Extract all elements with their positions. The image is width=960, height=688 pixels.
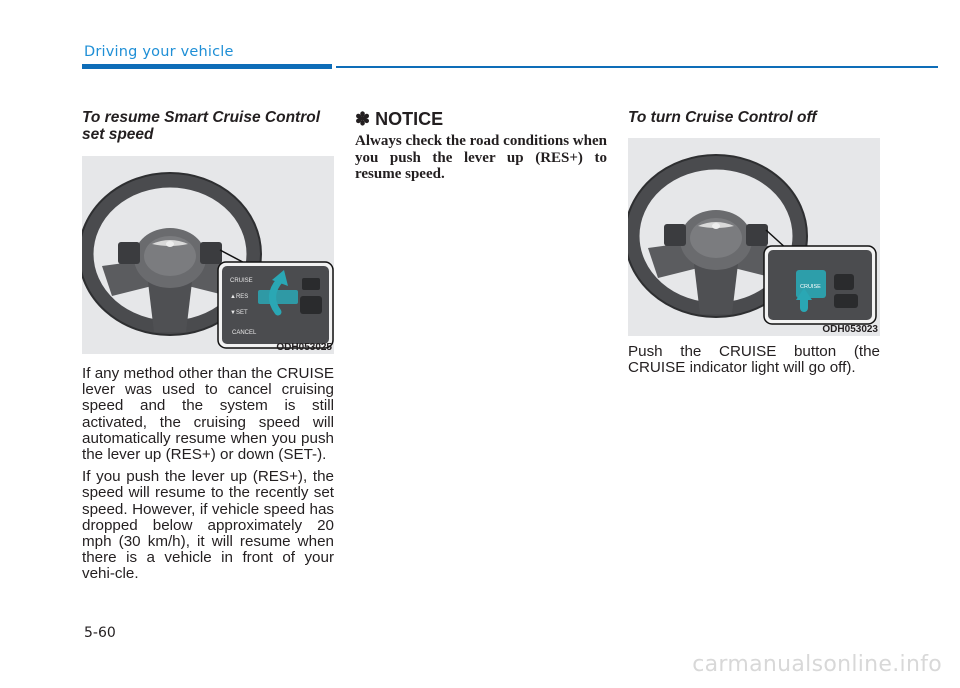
figure-cruise-off xyxy=(628,138,880,336)
set-label: ▼SET xyxy=(230,310,248,316)
resume-heading: To resume Smart Cruise Control set speed xyxy=(82,109,321,143)
res-label: ▲RES xyxy=(230,294,249,300)
watermark: carmanualsonline.info xyxy=(692,652,942,677)
cruise-label: CRUISE xyxy=(230,278,253,284)
figure-resume xyxy=(82,156,334,354)
cruise-off-heading: To turn Cruise Control off xyxy=(628,109,817,126)
column-resume xyxy=(82,109,334,583)
figure-code: ODH053025 xyxy=(276,342,332,353)
cancel-label: CANCEL xyxy=(232,330,257,336)
steering-wheel-illustration xyxy=(82,156,334,354)
section-title: Driving your vehicle xyxy=(84,44,234,60)
figure-code-2: ODH053023 xyxy=(822,324,878,335)
header-rule-thick xyxy=(82,64,332,69)
resume-paragraph-2: If you push the lever up (RES+), the speed will resume to the recently set speed. However, if vehicle speed has dropped below approximately 20 mph (30 km/h), it will resume when there is a vehicle in front of your vehi-cle. xyxy=(82,468,334,583)
notice-text: Always check the road conditions when you push the lever up (RES+) to resume speed. xyxy=(355,133,607,182)
column-cruise-off xyxy=(628,109,880,376)
cruise-off-paragraph: Push the CRUISE button (the CRUISE indicator light will go off). xyxy=(628,343,880,377)
notice-title: ✽ NOTICE xyxy=(355,109,444,129)
cruise-label-2: CRUISE xyxy=(800,284,821,290)
page-number: 5-60 xyxy=(84,625,116,641)
column-notice xyxy=(355,109,607,183)
steering-wheel-illustration-2 xyxy=(628,138,880,336)
resume-paragraph-1: If any method other than the CRUISE lever was used to cancel cruising speed and the system is still activated, the cruising speed will automatically resume when you push the lever up (RES+) or down (SET-). xyxy=(82,365,334,464)
header-rule-thin xyxy=(336,66,938,68)
